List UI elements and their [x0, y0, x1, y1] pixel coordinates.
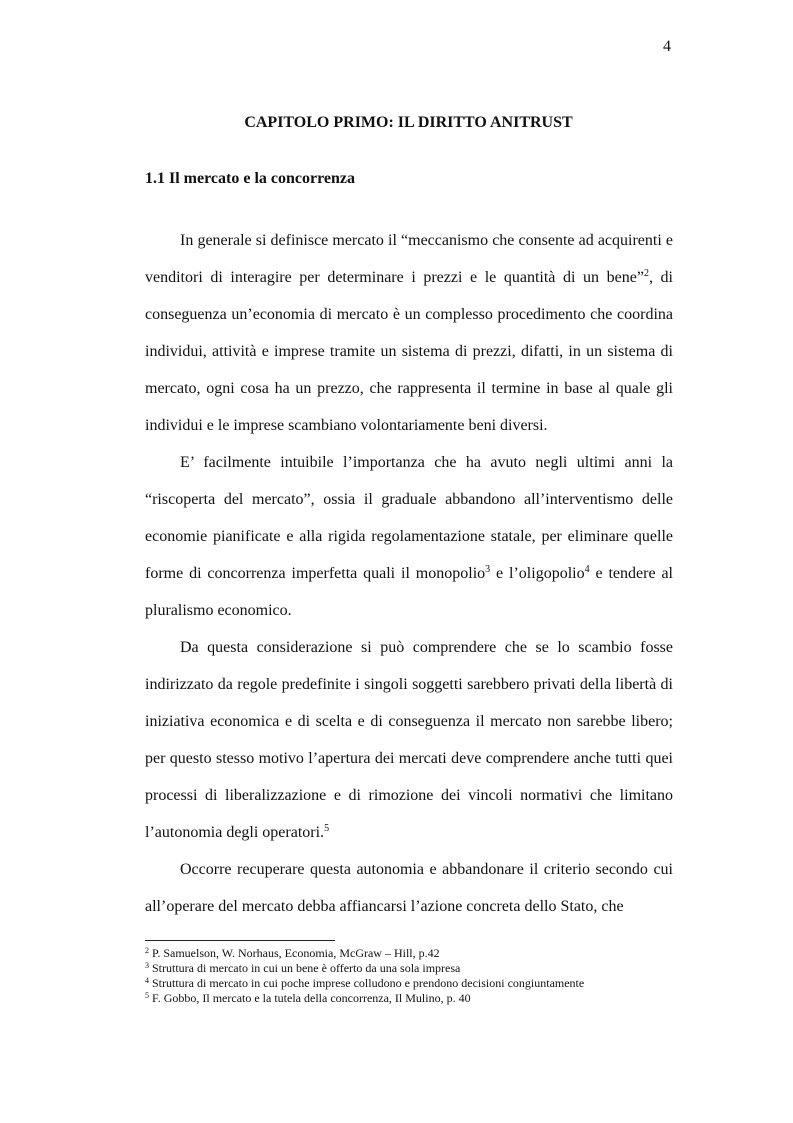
paragraph-text: , di conseguenza un’economia di mercato è un complesso procedimento che coordina individui, attività e imprese tramite un sistema di prezzi, difatti, in un sistema di mercato, ogni cosa ha un prezzo, che rappresenta il termine in base al quale gli individui e le imprese scambiano volontariamente beni diversi.	[145, 269, 673, 434]
footnote-text: P. Samuelson, W. Norhaus, Economia, McGraw – Hill, p.42	[149, 946, 440, 960]
paragraph-text: Da questa considerazione si può comprendere che se lo scambio fosse indirizzato da regole predefinite i singoli soggetti sarebbero privati della libertà di iniziativa economica e di scelta e di conseguenza il mercato non sarebbe libero; per questo stesso motivo l’apertura dei mercati deve comprendere anche tutti quei processi di liberalizzazione e di rimozione dei vincoli normativi che limitano l’autonomia degli operatori.	[145, 639, 673, 841]
paragraph	[145, 629, 673, 851]
footnote-text: Struttura di mercato in cui poche imprese colludono e prendono decisioni congiuntamente	[149, 976, 585, 990]
footnote	[145, 991, 673, 1006]
footnote-ref: 2	[643, 268, 649, 279]
footnote	[145, 946, 673, 961]
footnote	[145, 961, 673, 976]
footnote	[145, 976, 673, 991]
footnote-ref: 5	[324, 823, 330, 834]
paragraph-text: Occorre recuperare questa autonomia e abbandonare il criterio secondo cui all’operare del mercato debba affiancarsi l’azione concreta dello Stato, che	[145, 861, 673, 915]
paragraph	[145, 444, 673, 629]
footnote-mark: 2	[145, 946, 149, 955]
paragraph-text: In generale si definisce mercato il “meccanismo che consente ad acquirenti e venditori di interagire per determinare i prezzi e le quantità di un bene”	[145, 232, 673, 286]
chapter-title: CAPITOLO PRIMO: IL DIRITTO ANITRUST	[244, 114, 573, 131]
paragraph	[145, 222, 673, 444]
footnote-mark: 3	[145, 961, 149, 970]
footnote-mark: 5	[145, 991, 149, 1000]
footnote-text: F. Gobbo, Il mercato e la tutela della concorrenza, Il Mulino, p. 40	[149, 991, 471, 1005]
paragraph-text: e tendere al pluralismo economico.	[145, 565, 674, 619]
footnote-ref: 3	[485, 564, 491, 575]
section-title: 1.1 Il mercato e la concorrenza	[145, 170, 356, 187]
footnote-text: Struttura di mercato in cui un bene è offerto da una sola impresa	[149, 961, 461, 975]
paragraph-text: e l’oligopolio	[490, 565, 585, 582]
footnote-ref: 4	[584, 564, 590, 575]
paragraph	[145, 851, 673, 925]
page-number: 4	[663, 38, 671, 55]
footnote-mark: 4	[145, 976, 149, 985]
paragraph-text: E’ facilmente intuibile l’importanza che ha avuto negli ultimi anni la “riscoperta del mercato”, ossia il graduale abbandono all’interventismo delle economie pianificate e alla rigida regolamentazione statale, per eliminare quelle forme di concorrenza imperfetta quali il monopolio	[145, 454, 673, 582]
body-text	[145, 222, 673, 925]
footnotes	[145, 946, 673, 1006]
footnote-divider	[145, 940, 335, 941]
